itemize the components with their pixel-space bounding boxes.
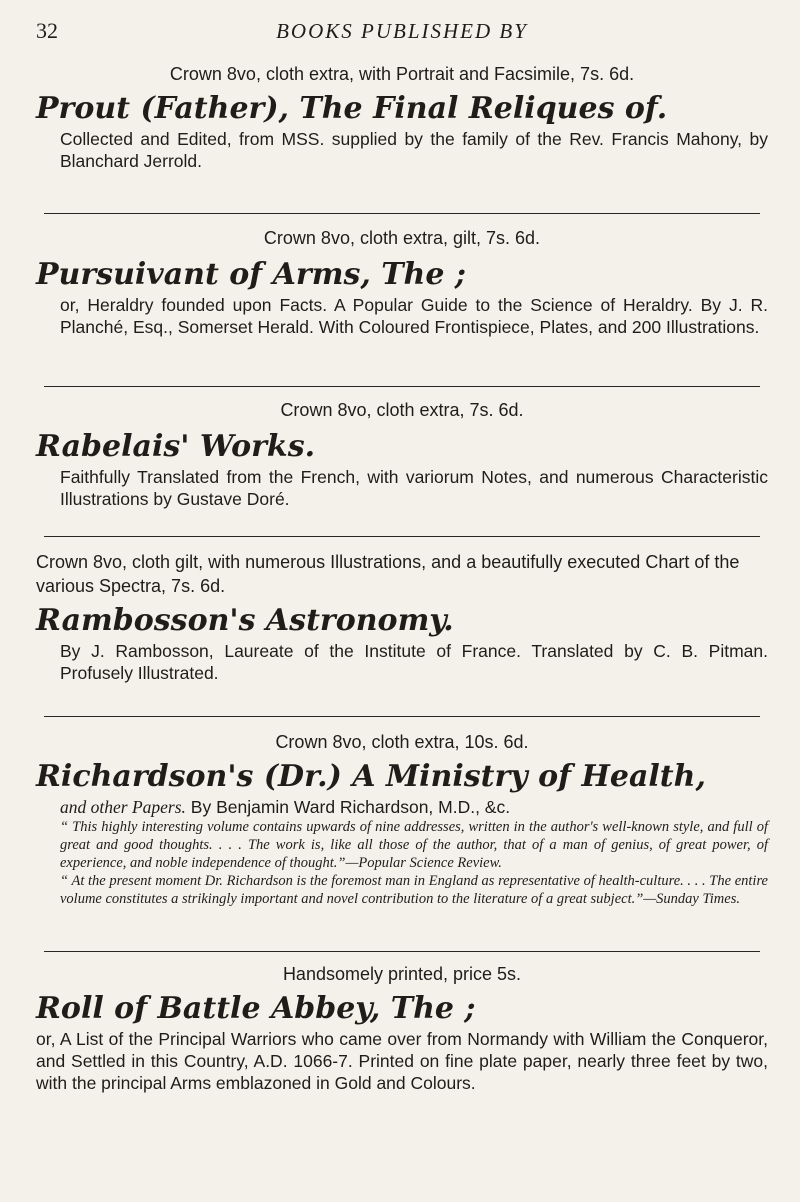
entry-description: By J. Rambosson, Laureate of the Institute of France. Translated by C. B. Pitman. Profusely Illustrated. [60, 641, 768, 683]
catalogue-entry-pursuivant [36, 226, 768, 338]
catalogue-entry-battle-abbey [36, 962, 768, 1094]
entry-price: Crown 8vo, cloth extra, gilt, 7s. 6d. [263, 228, 541, 248]
entry-divider [44, 536, 760, 537]
entry-description: Collected and Edited, from MSS. supplied by the family of the Rev. Francis Mahony, by Blanchard Jerrold. [60, 129, 768, 171]
entry-description: or, A List of the Principal Warriors who came over from Normandy with William the Conqueror, and Settled in this Country, A.D. 1066-7. Printed on fine plate paper, nearly three feet by two, with the principal Arms emblazoned in Gold and Colours. [36, 1029, 768, 1093]
entry-divider [44, 386, 760, 387]
catalogue-entry-rambosson [36, 550, 768, 684]
review-quote: “ At the present moment Dr. Richardson is the foremost man in England as representative of health-culture. . . . The entire volume constitutes a strikingly important and novel contribution to the literature of a great subject.”—Sunday Times. [60, 873, 768, 907]
catalogue-entry-richardson [36, 730, 768, 908]
page-number: 32 [36, 18, 58, 43]
entry-title: Rambosson's Astronomy. [36, 603, 454, 638]
entry-divider [44, 213, 760, 214]
entry-title: Pursuivant of Arms, The ; [36, 257, 466, 292]
catalogue-entry-prout [36, 62, 768, 172]
entry-divider [44, 716, 760, 717]
entry-price: Handsomely printed, price 5s. [282, 964, 522, 984]
entry-subtitle: and other Papers. [60, 797, 186, 817]
catalogue-entry-rabelais [36, 398, 768, 510]
entry-price: Crown 8vo, cloth extra, 10s. 6d. [275, 732, 529, 752]
running-head: BOOKS PUBLISHED BY [276, 19, 528, 43]
entry-description: Faithfully Translated from the French, with variorum Notes, and numerous Characteristic Illustrations by Gustave Doré. [60, 467, 768, 509]
entry-title: Prout (Father), The Final Reliques of. [36, 91, 668, 126]
entry-title: Richardson's (Dr.) A Ministry of Health, [36, 759, 706, 794]
entry-price: Crown 8vo, cloth gilt, with numerous Illustrations, and a beautifully executed Chart of the various Spectra, 7s. 6d. [36, 552, 740, 596]
entry-divider [44, 951, 760, 952]
entry-title: Rabelais' Works. [36, 429, 316, 464]
catalogue-page [36, 0, 768, 1202]
review-quote: “ This highly interesting volume contains upwards of nine addresses, written in the author's well-known style, and full of great and good thoughts. . . . The work is, like all those of the author, that of a man of genius, of great power, of experience, and noble independence of thought.”—Popular Science Review. [60, 819, 768, 871]
entry-title: Roll of Battle Abbey, The ; [36, 991, 476, 1026]
entry-description: or, Heraldry founded upon Facts. A Popular Guide to the Science of Heraldry. By J. R. Planché, Esq., Somerset Herald. With Coloured Frontispiece, Plates, and 200 Illustrations. [60, 295, 768, 337]
entry-byline: By Benjamin Ward Richardson, M.D., &c. [190, 797, 511, 817]
entry-description [36, 796, 768, 818]
entry-price: Crown 8vo, cloth extra, 7s. 6d. [280, 400, 524, 420]
page-header [36, 18, 768, 48]
entry-price: Crown 8vo, cloth extra, with Portrait and Facsimile, 7s. 6d. [169, 64, 635, 84]
